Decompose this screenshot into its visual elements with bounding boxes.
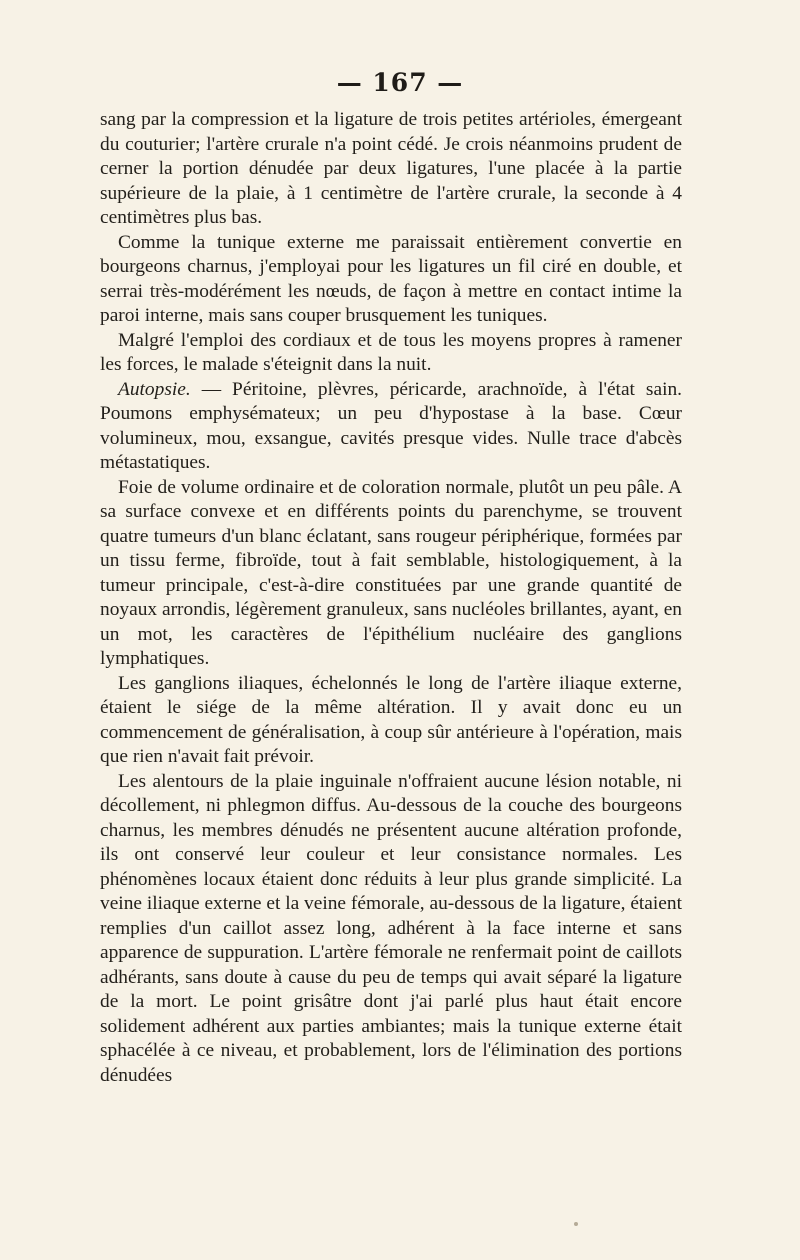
- page-number: — 167 —: [336, 68, 464, 97]
- autopsie-heading: Autopsie.: [118, 378, 191, 400]
- paragraph-5: Foie de volume ordinaire et de coloration normale, plutôt un peu pâle. A sa surface convexe et en différents points du parenchyme, se trouvent quatre tumeurs d'un blanc éclatant, sans rougeur périphérique, formées par un tissu ferme, fibroïde, tout à fait semblable, histologiquement, à la tumeur principale, c'est-à-dire constituées par une grande quantité de noyaux arrondis, légèrement granuleux, sans nucléoles brillantes, ayant, en un mot, les caractères de l'épithélium nucléaire des ganglions lymphatiques.: [100, 476, 682, 669]
- paragraph-6: Les ganglions iliaques, échelonnés le long de l'artère iliaque externe, étaient le siége de la même altération. Il y avait donc eu un commencement de généralisation, à coup sûr antérieure à l'opération, mais que rien n'avait fait prévoir.: [100, 672, 682, 767]
- paragraph-4: [100, 378, 682, 476]
- paragraph-3: Malgré l'emploi des cordiaux et de tous les moyens propres à ramener les forces, le malade s'éteignit dans la nuit.: [100, 329, 682, 375]
- paper-speck: [574, 1222, 578, 1226]
- paragraph-4-text: — Péritoine, plèvres, péricarde, arachnoïde, à l'état sain. Poumons emphysémateux; un peu d'hypostase à la base. Cœur volumineux, mou, exsangue, cavités presque vides. Nulle trace d'abcès métastatiques.: [100, 378, 682, 473]
- body-text: [100, 108, 682, 1088]
- paragraph-7: Les alentours de la plaie inguinale n'offraient aucune lésion notable, ni décollement, ni phlegmon diffus. Au-dessous de la couche des bourgeons charnus, les membres dénudés ne présentent aucune altération profonde, ils ont conservé leur couleur et leur consistance normales. Les phénomènes locaux étaient donc réduits à leur plus grande simplicité. La veine iliaque externe et la veine fémorale, au-dessous de la ligature, étaient remplies d'un caillot assez long, adhérent à la face interne et sans apparence de suppuration. L'artère fémorale ne renfermait point de caillots adhérants, sans doute à cause du peu de temps qui avait séparé la ligature de la mort. Le point grisâtre dont j'ai parlé plus haut était encore solidement adhérent aux parties ambiantes; mais la tunique externe était sphacélée à ce niveau, et probablement, lors de l'élimination des portions dénudées: [100, 770, 682, 1086]
- paragraph-2: Comme la tunique externe me paraissait entièrement convertie en bourgeons charnus, j'employai pour les ligatures un fil ciré en double, et serrai très-modérément les nœuds, de façon à mettre en contact intime la paroi interne, mais sans couper brusquement les tuniques.: [100, 231, 682, 326]
- paragraph-1: sang par la compression et la ligature de trois petites artérioles, émergeant du couturier; l'artère crurale n'a point cédé. Je crois néanmoins prudent de cerner la portion dénudée par deux ligatures, l'une placée à la partie supérieure de la plaie, à 1 centimètre de l'artère crurale, la seconde à 4 centimètres plus bas.: [100, 109, 682, 228]
